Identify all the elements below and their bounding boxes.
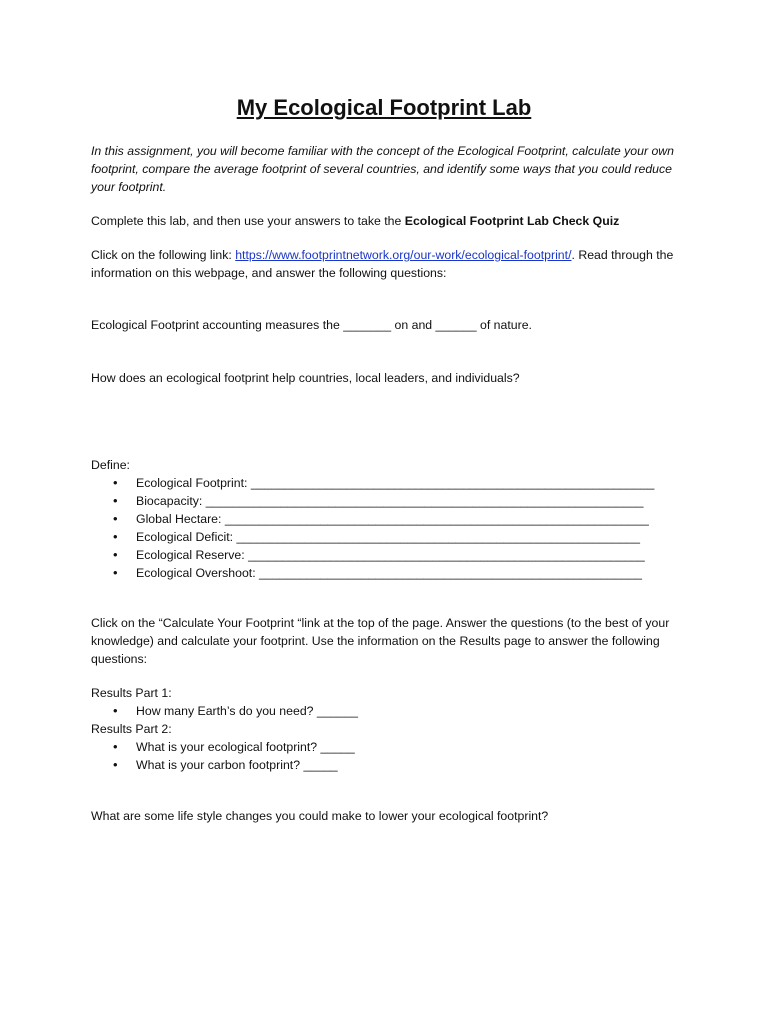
quiz-name: Ecological Footprint Lab Check Quiz: [404, 214, 620, 228]
define-item-ecological-reserve: • Ecological Reserve: __________________________________________________________: [91, 546, 681, 564]
define-label: Define:: [91, 458, 130, 472]
results-section: [91, 684, 681, 774]
complete-instruction-text: Complete this lab, and then use your answers to take the: [91, 214, 405, 228]
link-instruction: [91, 246, 681, 282]
page-title: My Ecological Footprint Lab: [236, 95, 532, 120]
define-section: [91, 456, 681, 582]
define-item-ecological-deficit: • Ecological Deficit: ___________________________________________________________: [91, 528, 681, 546]
results-item-ecological-footprint: • What is your ecological footprint? _____: [91, 738, 681, 756]
define-item-global-hectare: • Global Hectare: ______________________________________________________________: [91, 510, 681, 528]
results-part2-list: [91, 738, 681, 774]
link-instruction-suffix: . Read through the information on this webpage, and answer the following questions:: [91, 248, 674, 280]
calculate-instruction: Click on the “Calculate Your Footprint “link at the top of the page. Answer the questions (to the best of your knowledge) and calculate your footprint. Use the information on the Results page to answer the following questions:: [91, 616, 670, 666]
footprint-network-link[interactable]: https://www.footprintnetwork.org/our-work/ecological-footprint/: [235, 248, 572, 262]
intro-paragraph: In this assignment, you will become familiar with the concept of the Ecological Footprint, calculate your own footprint, compare the average footprint of several countries, and identify some ways that you could reduce your footprint.: [91, 144, 675, 194]
link-instruction-prefix: Click on the following link:: [91, 248, 236, 262]
results-part1-label: Results Part 1:: [91, 686, 172, 700]
define-item-ecological-overshoot: • Ecological Overshoot: ________________________________________________________: [91, 564, 681, 582]
results-item-earths: • How many Earth’s do you need? ______: [91, 702, 681, 720]
question-lifestyle: What are some life style changes you could make to lower your ecological footprint?: [91, 809, 549, 823]
results-item-carbon-footprint: • What is your carbon footprint? _____: [91, 756, 681, 774]
define-item-ecological-footprint: • Ecological Footprint: ___________________________________________________________: [91, 474, 681, 492]
complete-instruction: [91, 212, 681, 230]
results-part1-list: [91, 702, 681, 720]
define-item-biocapacity: • Biocapacity: ________________________________________________________________: [91, 492, 681, 510]
question-help: How does an ecological footprint help countries, local leaders, and individuals?: [91, 371, 520, 385]
results-part2-label: Results Part 2:: [91, 722, 172, 736]
define-list: [91, 474, 681, 582]
question-accounting: Ecological Footprint accounting measures the _______ on and ______ of nature.: [91, 318, 532, 332]
